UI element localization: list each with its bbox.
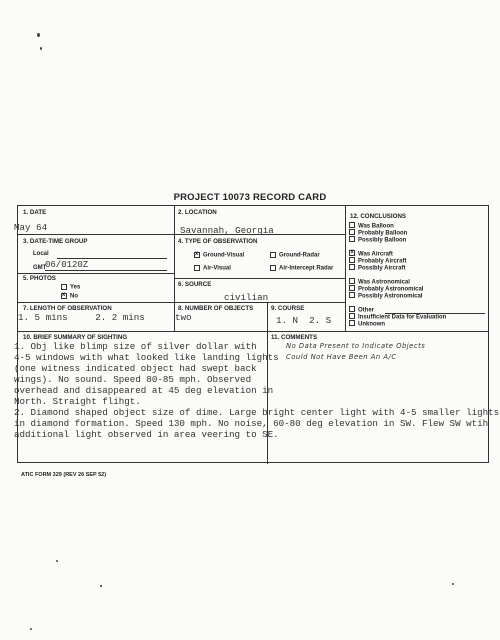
checkbox	[349, 320, 355, 326]
scan-speck	[30, 628, 32, 630]
conclusion-was-astronomical: Was Astronomical	[349, 279, 410, 286]
checkbox	[349, 257, 355, 263]
conclusions-label: 12. CONCLUSIONS	[350, 213, 407, 220]
checkbox	[61, 284, 67, 290]
scan-speck	[100, 585, 102, 587]
location-label: 2. LOCATION	[178, 209, 217, 216]
scan-speck	[452, 583, 454, 585]
checkbox	[349, 313, 355, 319]
obs-option-air-visual: Air-Visual	[194, 265, 231, 272]
conclusion-was-aircraft: x Was Aircraft	[350, 249, 393, 258]
dtg-gmt-label: GMT	[33, 265, 47, 271]
photos-option-no: x No	[62, 292, 78, 300]
photos-option-yes: Yes	[61, 284, 80, 291]
conclusion-insufficient-data: Insufficient Data for Evaluation	[349, 314, 446, 321]
conclusion-possibly-balloon: Possibly Balloon	[349, 237, 406, 244]
source-value: civilian	[224, 292, 269, 303]
gmt-underline	[45, 270, 167, 271]
checkbox	[349, 278, 355, 284]
checkbox	[349, 285, 355, 291]
conclusion-possibly-aircraft: Possibly Aircraft	[349, 265, 405, 272]
comments-line: Could Not Have Been An A/C	[286, 353, 397, 361]
location-value: Savannah, Georgia	[180, 225, 274, 236]
divider	[18, 273, 174, 274]
dtg-gmt-value: 06/0120Z	[45, 260, 89, 270]
dtg-local-label: Local	[33, 251, 49, 257]
divider	[18, 302, 345, 303]
date-label: 1. DATE	[23, 209, 47, 216]
conclusion-probably-balloon: Probably Balloon	[349, 230, 407, 237]
checkbox: x	[350, 249, 354, 255]
photos-label: 5. PHOTOS	[23, 275, 56, 282]
form-number: ATIC FORM 329 (REV 26 SEP 52)	[21, 472, 107, 478]
local-underline	[57, 258, 167, 259]
divider	[174, 278, 345, 279]
objects-label: 8. NUMBER OF OBJECTS	[178, 305, 254, 312]
scan-speck	[37, 33, 40, 37]
comments-label: 11. COMMENTS	[271, 334, 318, 341]
summary-line: additional light observed in area veering to SE.	[14, 429, 279, 440]
obs-option-ground-radar: Ground-Radar	[270, 252, 320, 259]
conclusion-was-balloon: Was Balloon	[349, 223, 394, 230]
checkbox	[194, 265, 200, 271]
conclusion-probably-astronomical: Probably Astronomical	[349, 286, 423, 293]
divider	[18, 331, 489, 332]
checkbox: x	[195, 251, 199, 257]
objects-value: two	[175, 312, 192, 323]
dtg-label: 3. DATE-TIME GROUP	[23, 238, 88, 245]
summary-line: 1. Obj like blimp size of silver dollar with	[14, 341, 257, 352]
checkbox	[349, 236, 355, 242]
source-label: 6. SOURCE	[178, 281, 212, 288]
course-label: 9. COURSE	[271, 305, 305, 312]
checkbox: x	[62, 292, 66, 298]
length-value: 1. 5 mins 2. 2 mins	[18, 312, 145, 323]
obs-type-label: 4. TYPE OF OBSERVATION	[178, 238, 258, 245]
checkbox	[270, 252, 276, 258]
checkbox	[270, 265, 276, 271]
summary-line: (one witness indicated object had swept back	[14, 363, 257, 374]
comments-line: No Data Present to Indicate Objects	[286, 342, 426, 350]
summary-line: in diamond formation. Speed 130 mph. No noise, 60-80 deg elevation in SW. Flew SW wtih	[14, 418, 489, 429]
date-value: May 64	[14, 222, 48, 233]
conclusion-possibly-astronomical: Possibly Astronomical	[349, 293, 422, 300]
checkbox	[349, 222, 355, 228]
length-label: 7. LENGTH OF OBSERVATION	[23, 305, 112, 312]
record-card	[14, 205, 500, 463]
card-title: PROJECT 10073 RECORD CARD	[173, 192, 327, 203]
checkbox	[349, 306, 355, 312]
obs-option-ground-visual: x Ground-Visual	[195, 251, 245, 259]
summary-label: 10. BRIEF SUMMARY OF SIGHTING	[23, 334, 128, 341]
checkbox	[349, 229, 355, 235]
summary-line: overhead and disappeared at 45 deg elevation in	[14, 385, 274, 396]
conclusion-unknown: Unknown	[349, 321, 385, 328]
conclusion-other: Other	[349, 307, 374, 314]
obs-option-air-intercept-radar: Air-Intercept Radar	[270, 265, 333, 272]
course-value: 1. N 2. S	[276, 315, 332, 326]
summary-line: North. Straight flihgt.	[14, 396, 141, 407]
checkbox	[349, 292, 355, 298]
scan-speck	[56, 560, 58, 562]
summary-line: 2. Diamond shaped object size of dime. Large bright center light with 4-5 smaller lights	[14, 407, 500, 418]
conclusion-probably-aircraft: Probably Aircraft	[349, 258, 406, 265]
divider	[345, 206, 346, 331]
summary-line: 4-5 windows with what looked like landing lights	[14, 352, 279, 363]
summary-line: wings). No sound. Speed 80-85 mph. Observed	[14, 374, 252, 385]
checkbox	[349, 264, 355, 270]
scan-speck	[40, 47, 42, 50]
